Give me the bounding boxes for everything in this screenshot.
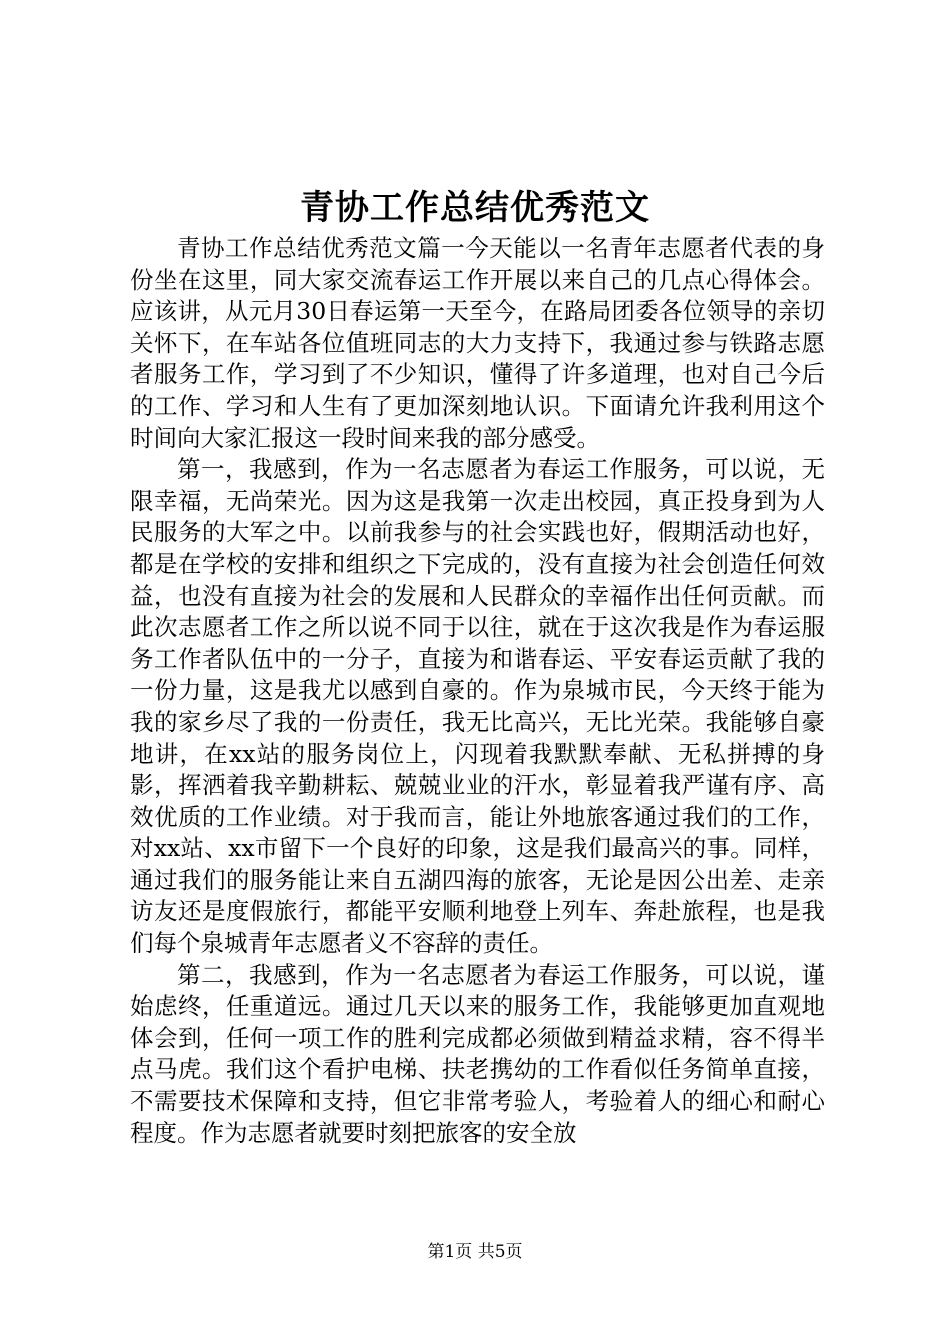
paragraph: 青协工作总结优秀范文篇一今天能以一名青年志愿者代表的身份坐在这里，同大家交流春运工作开展以来自己的几点心得体会。应该讲，从元月30日春运第一天至今，在路局团委各位领导的亲切关怀下，在车站各位值班同志的大力支持下，我通过参与铁路志愿者服务工作，学习到了不少知识，懂得了许多道理，也对自己今后的工作、学习和人生有了更加深刻地认识。下面请允许我利用这个时间向大家汇报这一段时间来我的部分感受。: [130, 234, 825, 452]
document-body: [130, 233, 825, 1149]
paragraph: 第一，我感到，作为一名志愿者为春运工作服务，可以说，无限幸福，无尚荣光。因为这是我第一次走出校园，真正投身到为人民服务的大军之中。以前我参与的社会实践也好，假期活动也好，都是在学校的安排和组织之下完成的，没有直接为社会创造任何效益，也没有直接为社会的发展和人民群众的幸福作出任何贡献。而此次志愿者工作之所以说不同于以往，就在于这次我是作为春运服务工作者队伍中的一分子，直接为和谐春运、平安春运贡献了我的一份力量，这是我尤以感到自豪的。作为泉城市民，今天终于能为我的家乡尽了我的一份责任，我无比高兴，无比光荣。我能够自豪地讲，在xx站的服务岗位上，闪现着我默默奉献、无私拼搏的身影，挥洒着我辛勤耕耘、兢兢业业的汗水，彰显着我严谨有序、高效优质的工作业绩。对于我而言，能让外地旅客通过我们的工作，对xx站、xx市留下一个良好的印象，这是我们最高兴的事。同样，通过我们的服务能让来自五湖四海的旅客，无论是因公出差、走亲访友还是度假旅行，都能平安顺利地登上列车、奔赴旅程，也是我们每个泉城青年志愿者义不容辞的责任。: [130, 455, 825, 958]
document-title: 青协工作总结优秀范文: [300, 188, 650, 228]
page-footer: 第1页 共5页: [427, 1242, 523, 1262]
paragraph: 第二，我感到，作为一名志愿者为春运工作服务，可以说，谨始虑终，任重道远。通过几天以来的服务工作，我能够更加直观地体会到，任何一项工作的胜利完成都必须做到精益求精，容不得半点马虎。我们这个看护电梯、扶老携幼的工作看似任务简单直接，不需要技术保障和支持，但它非常考验人，考验着人的细心和耐心程度。作为志愿者就要时刻把旅客的安全放: [130, 960, 825, 1147]
